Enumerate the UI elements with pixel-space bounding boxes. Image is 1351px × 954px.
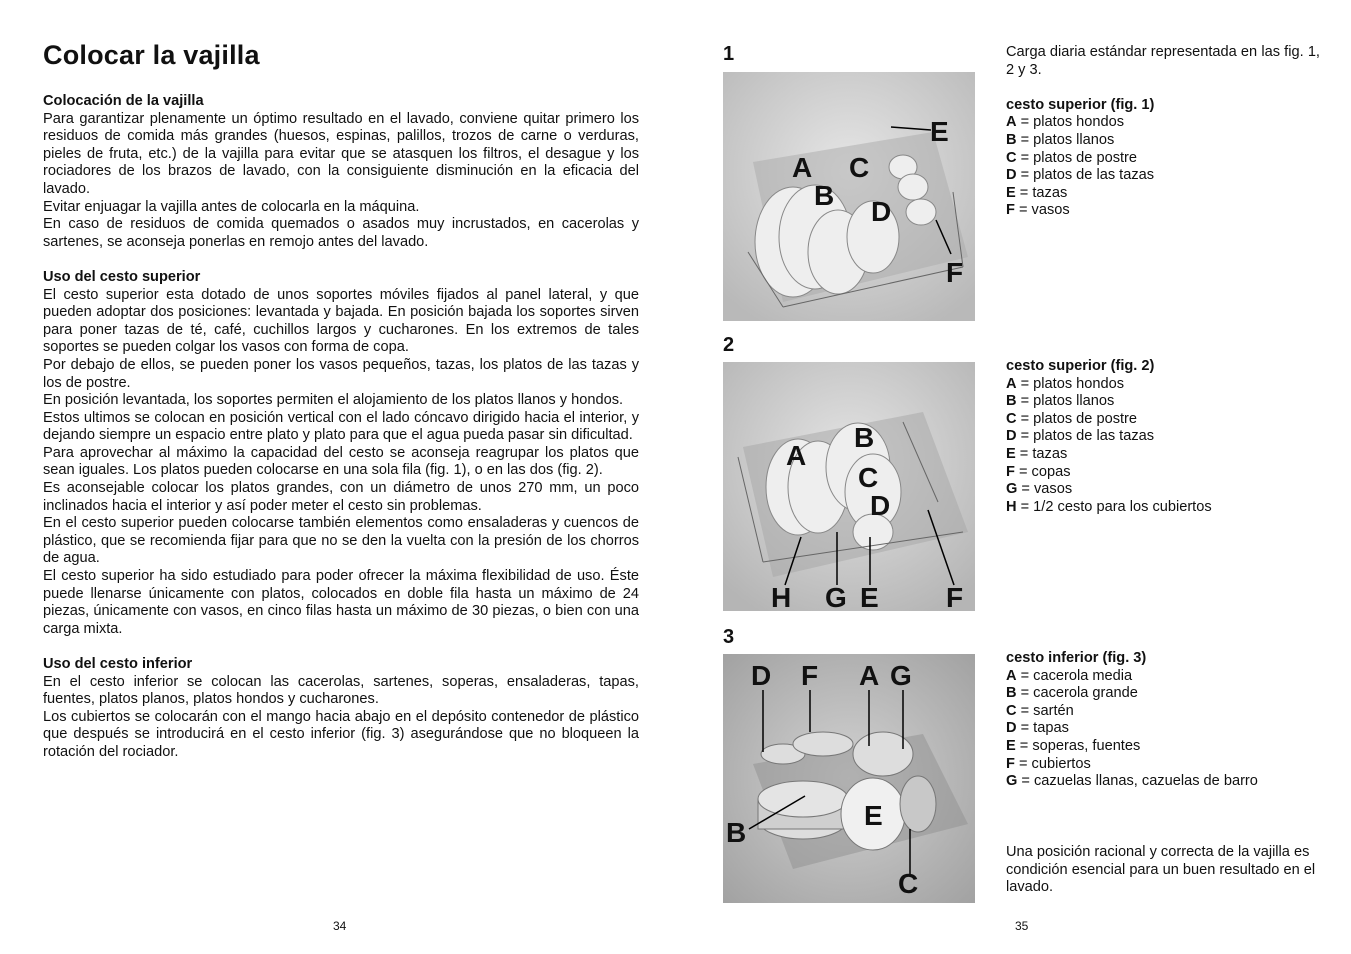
- figure-label: G: [825, 582, 847, 611]
- section-heading: Uso del cesto superior: [43, 268, 201, 285]
- legend-item: [1006, 411, 1320, 429]
- legend-key: F: [1006, 463, 1015, 480]
- legend-text: = cubiertos: [1018, 755, 1091, 772]
- figure-label: E: [864, 800, 883, 831]
- legend-text: = 1/2 cesto para los cubiertos: [1020, 498, 1212, 515]
- legend-item: [1006, 393, 1320, 411]
- legend-key: C: [1006, 410, 1017, 427]
- page-title: Colocar la vajilla: [43, 40, 260, 70]
- legend-text: = cazuelas llanas, cazuelas de barro: [1021, 773, 1258, 790]
- legend-item: [1006, 756, 1320, 774]
- legend-text: = platos hondos: [1020, 375, 1125, 392]
- page-number-left: 34: [333, 919, 347, 933]
- legend-text: = platos de postre: [1020, 149, 1138, 166]
- legend-intro-block: [1006, 44, 1320, 220]
- paragraph: En el cesto superior pueden colocarse también elementos como ensaladeras y cuencos de plástico, que se recomienda fijar para que no se den la vuelta con la presión de los chorros de agua.: [43, 515, 639, 567]
- legend-text: = platos llanos: [1020, 393, 1115, 410]
- legend-item: [1006, 185, 1320, 203]
- figure-label: A: [792, 152, 813, 183]
- legend-text: = platos de las tazas: [1020, 167, 1155, 184]
- figure-label: B: [854, 422, 875, 453]
- page-number-right: 35: [1015, 919, 1029, 933]
- legend-block-2: [1006, 358, 1320, 516]
- figure-label: A: [859, 660, 880, 691]
- legend-text: = cacerola grande: [1020, 685, 1138, 702]
- paragraph: Para aprovechar al máximo la capacidad del cesto se aconseja reagrupar los platos que sean iguales. Los platos pueden colocarse en una sola fila (fig. 1), o en las dos (fig. 2).: [43, 444, 639, 479]
- figure-label: C: [898, 868, 919, 899]
- legend-key: C: [1006, 702, 1017, 719]
- figure-label: H: [771, 582, 792, 611]
- footer-note: Una posición racional y correcta de la vajilla es condición esencial para un buen resultado en el lavado.: [1006, 844, 1316, 896]
- legend-text: = tazas: [1019, 184, 1068, 201]
- legend-item: [1006, 481, 1320, 499]
- figure-label: E: [930, 116, 949, 147]
- paragraph: En posición levantada, los soportes permiten el alojamiento de los platos llanos y hondos.: [43, 392, 624, 409]
- legend-title: cesto inferior (fig. 3): [1006, 650, 1147, 666]
- legend-item: [1006, 703, 1320, 721]
- figure-label: C: [849, 152, 870, 183]
- legend-item: [1006, 428, 1320, 446]
- legend-item: [1006, 202, 1320, 220]
- legend-text: = copas: [1018, 463, 1071, 480]
- figure-number: 2: [723, 334, 735, 356]
- figure-label: D: [871, 196, 892, 227]
- figure-label: B: [814, 180, 835, 211]
- legend-item: [1006, 167, 1320, 185]
- legend-text: = vasos: [1021, 481, 1073, 498]
- footer-note-block: [1006, 844, 1320, 897]
- legend-text: = tapas: [1020, 720, 1069, 737]
- legend-text: = platos llanos: [1020, 131, 1115, 148]
- paragraph: Evitar enjuagar la vajilla antes de colocarla en la máquina.: [43, 198, 420, 215]
- legend-item: [1006, 376, 1320, 394]
- legend-text: = soperas, fuentes: [1019, 737, 1141, 754]
- legend-key: B: [1006, 685, 1017, 702]
- legend-key: A: [1006, 667, 1017, 684]
- legend-text: = platos hondos: [1020, 114, 1125, 131]
- figure-label: E: [860, 582, 879, 611]
- legend-title: cesto superior (fig. 1): [1006, 96, 1155, 113]
- left-column: [43, 40, 639, 762]
- legend-key: G: [1006, 481, 1018, 498]
- figure-label: D: [870, 490, 891, 521]
- legend-item: [1006, 773, 1320, 791]
- legend-key: B: [1006, 131, 1017, 148]
- legend-item: [1006, 446, 1320, 464]
- figure-2-photo: [723, 362, 975, 611]
- legend-item: [1006, 499, 1320, 517]
- legend-key: G: [1006, 773, 1018, 790]
- figure-3-photo: [723, 654, 975, 903]
- paragraph: En caso de residuos de comida quemados o asados muy incrustados, en cacerolas y sartenes, se aconseja ponerlas en remojo antes del lavado.: [43, 216, 639, 250]
- legend-key: F: [1006, 202, 1015, 219]
- legend-key: D: [1006, 167, 1017, 184]
- figure-label: C: [858, 462, 879, 493]
- legend-item: [1006, 464, 1320, 482]
- legend-key: E: [1006, 184, 1016, 201]
- paragraph: En el cesto inferior se colocan las cacerolas, sartenes, soperas, ensaladeras, tapas, fuentes, platos planos, platos hondos y cucharones.: [43, 673, 639, 708]
- legend-item: [1006, 720, 1320, 738]
- legend-key: B: [1006, 393, 1017, 410]
- legend-key: H: [1006, 498, 1017, 515]
- figure-label: D: [751, 660, 772, 691]
- figure-number: 1: [723, 43, 735, 65]
- legend-key: A: [1006, 114, 1017, 131]
- legend-text: = vasos: [1018, 202, 1070, 219]
- section-heading: Colocación de la vajilla: [43, 93, 204, 109]
- figure-label: F: [946, 582, 964, 611]
- legend-key: D: [1006, 428, 1017, 445]
- legend-text: = cacerola media: [1020, 667, 1133, 684]
- paragraph: Por debajo de ellos, se pueden poner los vasos pequeños, tazas, los platos de las tazas y los de postre.: [43, 356, 639, 391]
- legend-item: [1006, 132, 1320, 150]
- figure-label: A: [786, 440, 807, 471]
- legend-key: D: [1006, 720, 1017, 737]
- legend-title: cesto superior (fig. 2): [1006, 358, 1155, 374]
- section-heading: Uso del cesto inferior: [43, 656, 193, 672]
- legend-key: E: [1006, 445, 1016, 462]
- legend-text: = tazas: [1019, 445, 1068, 462]
- figure-label: F: [946, 257, 964, 288]
- legend-key: E: [1006, 737, 1016, 754]
- figure-1-photo: [723, 72, 975, 321]
- legend-item: [1006, 685, 1320, 703]
- paragraph: El cesto superior ha sido estudiado para poder ofrecer la máxima flexibilidad de uso. Éste puede llenarse únicamente con platos, colocados en doble fila hasta un máximo de 24 piezas, únicamente con vasos, en cinco filas hasta un máximo de 30 piezas, o bien con una carga mixta.: [43, 568, 639, 637]
- figure-number: 3: [723, 626, 735, 648]
- legend-key: F: [1006, 755, 1015, 772]
- paragraph: Estos ultimos se colocan en posición vertical con el lado cóncavo dirigido hacia el interior, y dejando siempre un espacio entre plato y plato para que el agua pueda pasar sin dificultad.: [43, 409, 639, 444]
- legend-item: [1006, 668, 1320, 686]
- legend-block-3: [1006, 650, 1320, 791]
- figure-label: F: [801, 660, 819, 691]
- legend-key: A: [1006, 375, 1017, 392]
- legend-item: [1006, 150, 1320, 168]
- legend-intro: Carga diaria estándar representada en las fig. 1, 2 y 3.: [1006, 44, 1320, 78]
- legend-text: = platos de las tazas: [1020, 428, 1155, 445]
- legend-text: = sartén: [1020, 702, 1074, 719]
- figure-label: G: [890, 660, 912, 691]
- paragraph: Es aconsejable colocar los platos grandes, con un diámetro de unos 270 mm, un poco inclinados hacia el interior y así poder meter el cesto sin problemas.: [43, 480, 639, 514]
- paragraph: Para garantizar plenamente un óptimo resultado en el lavado, conviene quitar primero los residuos de comida más grandes (huesos, espinas, palillos, trozos de carne o verduras, pieles de fruta, etc.) de la vajilla para evitar que se atasquen los filtros, el desague y los rociadores de los brazos de lavado, con la consiguiente disminución en la eficacia del lavado.: [43, 110, 639, 197]
- legend-key: C: [1006, 149, 1017, 166]
- legend-item: [1006, 114, 1320, 132]
- figure-label: B: [726, 817, 747, 848]
- paragraph: Los cubiertos se colocarán con el mango hacia abajo en el depósito contenedor de plástico que después se introducirá en el cesto inferior (fig. 3) asegurándose que no bloqueen la rotación del rociador.: [43, 708, 639, 760]
- paragraph: El cesto superior esta dotado de unos soportes móviles fijados al panel lateral, y que pueden adoptar dos posiciones: levantada y bajada. En posición bajada los soportes sirven para poner tazas de té, café, cuchillos largos y cucharones. En los extremos de tales soportes se pueden colgar los vasos con forma de copa.: [43, 286, 639, 356]
- legend-text: = platos de postre: [1020, 410, 1138, 427]
- legend-item: [1006, 738, 1320, 756]
